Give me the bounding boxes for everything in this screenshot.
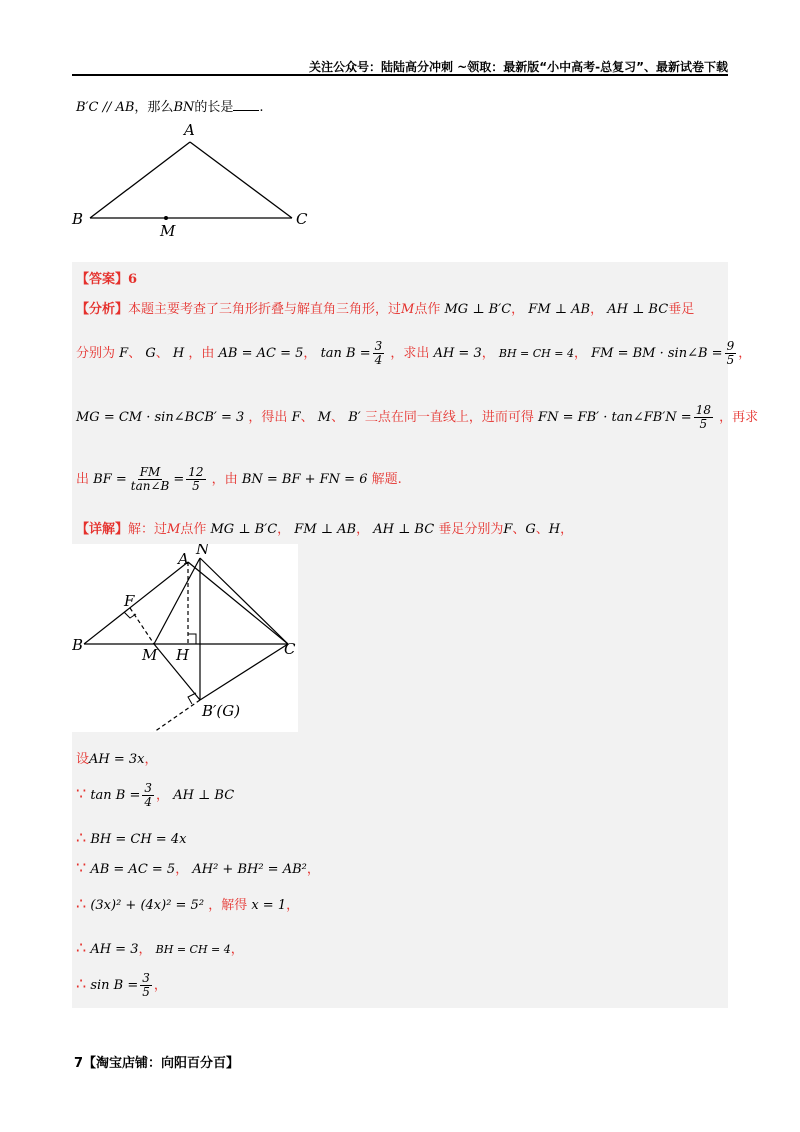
seg-ab — [84, 562, 188, 644]
bn-label: BN — [173, 100, 195, 115]
answer-blank — [233, 98, 259, 111]
right-angle-h — [188, 634, 196, 644]
label-c: C — [296, 210, 308, 228]
label-n: N — [196, 544, 210, 558]
label-c2: C — [284, 640, 296, 658]
step-2: ∵ tan B = $\frac{3}{4}$ ， AH ⊥ BC — [76, 781, 235, 809]
step-5: ∴ (3x)² + (4x)² = 5² ，解得 x = 1， — [76, 894, 300, 913]
page-number: 7 — [74, 1056, 84, 1071]
folding-figure — [72, 544, 298, 732]
seg-ext — [154, 700, 200, 732]
header-rule — [72, 74, 728, 76]
answer-label: 【答案】6 — [76, 272, 138, 287]
label-a: A — [184, 121, 195, 139]
label-m2: M — [142, 646, 158, 664]
label-b-prime-g: B′(G) — [202, 702, 241, 720]
seg-nc — [200, 558, 288, 644]
question-text-end: 的长是 — [194, 100, 234, 115]
point-m — [164, 216, 168, 220]
analysis-line-1: 【分析】本题主要考查了三角形折叠与解直角三角形，过M点作 MG ⊥ B′C， FM ⊥ AB， AH ⊥ BC垂足 — [76, 302, 695, 317]
label-a2: A — [178, 550, 189, 568]
step-6: ∴ AH = 3， BH = CH = 4， — [76, 938, 244, 957]
analysis-line-2: 分别为 F、 G、 H ，由 AB = AC = 5， tan B = $\frac{3}{4}$ ，求出 AH = 3， BH = CH = 4， FM = BM · sin∠B = $\frac{9}{5}$ ， — [76, 339, 752, 367]
label-b: B — [72, 210, 84, 228]
seg-ac — [188, 562, 288, 644]
parallel-condition: B′C // AB — [76, 100, 135, 115]
period: . — [259, 100, 264, 115]
side-ab — [90, 142, 190, 218]
header-text: 关注公众号：陆陆高分冲刺 ~领取：最新版“小中高考-总复习”、最新试卷下载 — [309, 60, 728, 74]
step-4: ∵ AB = AC = 5， AH² + BH² = AB²， — [76, 858, 320, 877]
question-line — [76, 96, 264, 115]
step-1: 设AH = 3x， — [76, 752, 158, 767]
seg-b2c — [200, 644, 288, 700]
label-h: H — [176, 646, 190, 664]
seg-fm — [130, 608, 154, 644]
label-f: F — [124, 592, 135, 610]
label-m: M — [160, 222, 176, 240]
step-7: ∴ sin B = $\frac{3}{5}$ ， — [76, 971, 167, 999]
analysis-line-4: 出 BF = $\frac{FM}{\tan\angle B}$ = $\frac{12}{5}$ ，由 BN = BF + FN = 6 解题. — [76, 465, 402, 493]
triangle-figure — [70, 120, 320, 240]
right-angle-g — [188, 693, 196, 704]
side-ac — [190, 142, 292, 218]
question-text: ，那么 — [134, 100, 174, 115]
right-angle-f — [124, 612, 136, 618]
step-3: ∴ BH = CH = 4x — [76, 828, 187, 847]
label-b2: B — [72, 636, 84, 654]
analysis-line-3: MG = CM · sin∠BCB′ = 3 ，得出 F、 M、 B′ 三点在同一直线上，进而可得 FN = FB′ · tan∠FB′N = $\frac{18}{5}$ ，再求 — [76, 403, 759, 431]
shop-text: 【淘宝店铺：向阳百分百】 — [83, 1056, 240, 1071]
footer — [74, 1052, 239, 1071]
detail-line: 【详解】解：过M点作 MG ⊥ B′C， FM ⊥ AB， AH ⊥ BC 垂足分别为F、G、H， — [76, 522, 574, 537]
